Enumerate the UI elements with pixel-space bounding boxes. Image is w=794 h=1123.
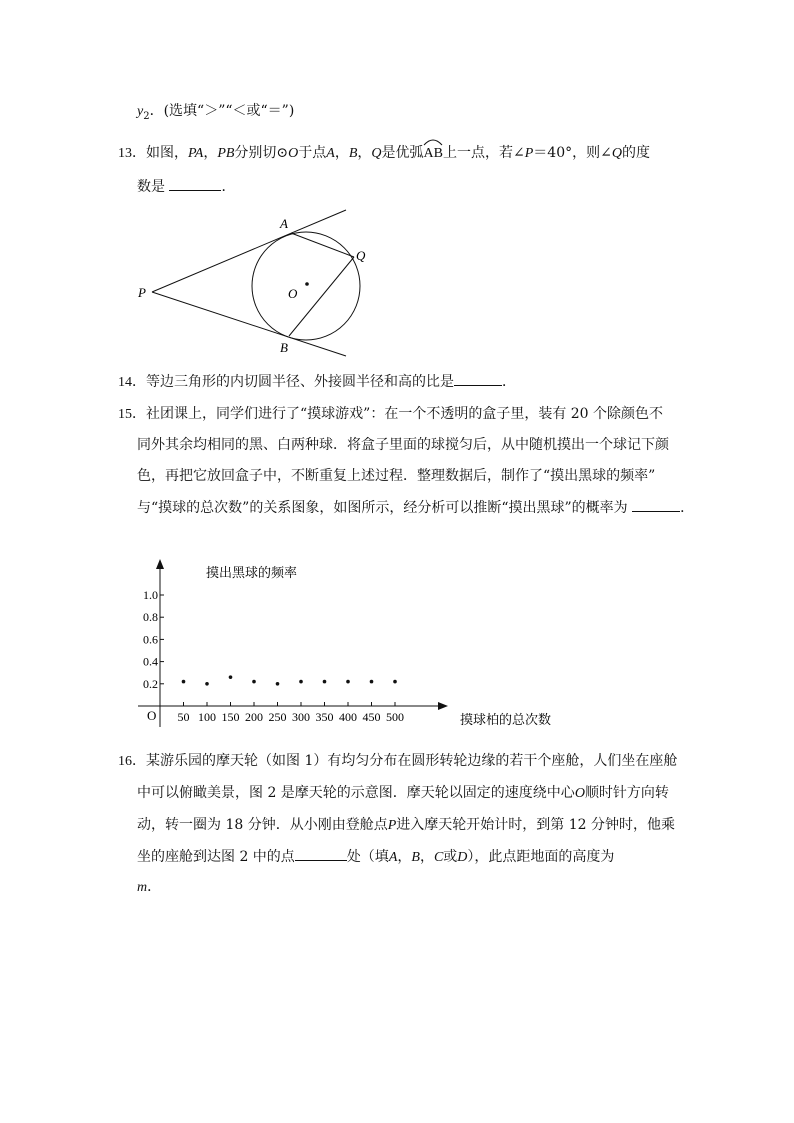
q13-q2: Q [611,146,622,161]
q13-line2 [137,176,235,197]
answer-blank[interactable] [169,176,221,191]
q13-text: 是优弧 [381,145,424,161]
frequency-chart [130,555,590,735]
q16-number: 16． [118,754,146,769]
q13-number: 13． [118,146,146,161]
data-point [276,682,280,686]
q16-text: 处（填 [346,849,389,865]
q13-text: ＝40°，则∠ [533,145,612,161]
q14-number: 14． [118,375,146,390]
q16-line5 [137,877,161,898]
q13-p: P [524,146,534,161]
q16-line4 [137,846,614,868]
q16-text: 中可以俯瞰美景，图 2 是摩天轮的示意图．摩天轮以固定的速度绕中心 [137,785,575,801]
q15-number: 15． [118,407,146,422]
y-axis-label: 摸出黑球的频率 [206,565,298,580]
center-point [305,282,309,286]
q12-sub: 2 [143,110,150,122]
label-b: B [280,340,288,355]
q16-line1 [118,751,677,772]
x-tick-label: 450 [362,710,381,724]
data-point [346,680,350,684]
origin-label: O [147,708,157,723]
q14-end: ． [502,374,516,390]
x-tick-label: 500 [386,710,404,724]
q16-line1-text: 某游乐园的摩天轮（如图 1）有均匀分布在圆形转轮边缘的若干个座舱，人们坐在座舱 [146,753,678,769]
q16-text: 或 [443,849,458,865]
arc-ab-text: AB [423,146,443,161]
x-tick-label: 300 [292,710,310,724]
q15-line3: 色，再把它放回盒子中，不断重复上述过程．整理数据后，制作了“摸出黑球的频率” [137,468,656,484]
q12-var: y [137,104,144,119]
q12-tail [137,101,294,127]
q16-b: B [411,850,420,865]
data-point [205,682,209,686]
q13-pb: PB [217,146,235,161]
q16-d: D [457,850,468,865]
x-tick-label: 250 [268,710,287,724]
q15-line2: 同外其余均相同的黑、白两种球．将盒子里面的球搅匀后，从中随机摸出一个球记下颜 [137,437,669,453]
data-point [229,675,233,679]
q15-line4 [137,497,694,518]
y-tick-label: 0.6 [143,632,158,647]
q13-q: Q [371,146,382,161]
q13-text: 的度 [621,145,650,161]
data-point [323,680,327,684]
y-tick-label: 0.4 [143,654,158,669]
q16-text: ． [147,879,162,895]
data-point [370,680,374,684]
q13-pa: PA [188,146,204,161]
x-axis-label: 摸球柏的总次数 [460,712,552,727]
answer-blank[interactable] [632,497,680,512]
y-axis-arrow [156,559,164,569]
q16-p: P [387,818,397,833]
x-tick-label: 350 [315,710,334,724]
q15-line1-text: 社团课上，同学们进行了“摸球游戏”：在一个不透明的盒子里，装有 20 个除颜色不 [146,406,664,422]
q13-text: 上一点，若∠ [442,145,525,161]
q13-text: 于点 [298,145,327,161]
q16-text: ， [397,849,412,865]
x-axis-arrow [438,702,448,710]
x-tick-label: 150 [221,710,240,724]
data-point [182,680,186,684]
q13-o: O [288,146,299,161]
y-tick-label: 0.2 [143,676,158,691]
tangent-circle-figure [130,200,380,365]
circle-o [252,232,360,340]
chord-aq [291,233,354,257]
q16-o: O [574,786,585,801]
q14-text: 等边三角形的内切圆半径、外接圆半径和高的比是 [146,374,454,390]
q16-text: 动，转一圈为 18 分钟．从小刚由登舱点 [137,817,388,833]
label-q: Q [356,248,366,263]
q16-text: 进入摩天轮开始计时，到第 12 分钟时，他乘 [396,817,675,833]
q15-line4-end: ． [680,500,695,516]
q13-text: 如图， [146,145,188,161]
q16-text: 坐的座舱到达图 2 中的点 [137,849,295,865]
data-point [299,680,303,684]
data-point [252,680,256,684]
q13-text: ， [334,145,349,161]
y-tick-label: 0.8 [143,610,158,625]
q13-a: A [326,146,335,161]
answer-blank[interactable] [295,846,347,861]
x-tick-label: 100 [198,710,216,724]
q13-text: 分别切⊙ [234,145,289,161]
q16-text: ， [419,849,434,865]
q13-text: ， [357,145,372,161]
q13-b: B [348,146,358,161]
q14 [118,371,516,393]
q13-line2-end: ． [221,179,236,195]
x-tick-label: 200 [245,710,263,724]
q15-line1 [118,404,663,425]
q12-text: ．(选填“＞”“＜或“＝”) [149,103,295,119]
q13-line1 [118,143,650,164]
q16-text: 顺时针方向转 [584,785,669,801]
x-tick-label: 400 [339,710,357,724]
q16-line2 [137,783,669,804]
y-tick-label: 1.0 [143,588,158,602]
label-a: A [280,216,288,231]
q16-m: m [137,880,148,895]
label-p: P [138,285,146,300]
x-tick-label: 50 [177,710,190,724]
answer-blank[interactable] [454,371,502,386]
q16-c: C [433,850,444,865]
tangent-line-pa [152,210,346,292]
q13-text: ， [203,145,218,161]
q16-line3 [137,815,675,836]
data-point [393,680,397,684]
q16-text: ），此点距地面的高度为 [467,849,615,865]
label-o: O [288,286,298,301]
q16-a: A [388,850,398,865]
q13-line2-text: 数是 [137,179,165,195]
q15-line4-text: 与“摸球的总次数”的关系图象，如图所示，经分析可以推断“摸出黑球”的概率为 [137,500,628,516]
arc-ab [424,144,443,164]
